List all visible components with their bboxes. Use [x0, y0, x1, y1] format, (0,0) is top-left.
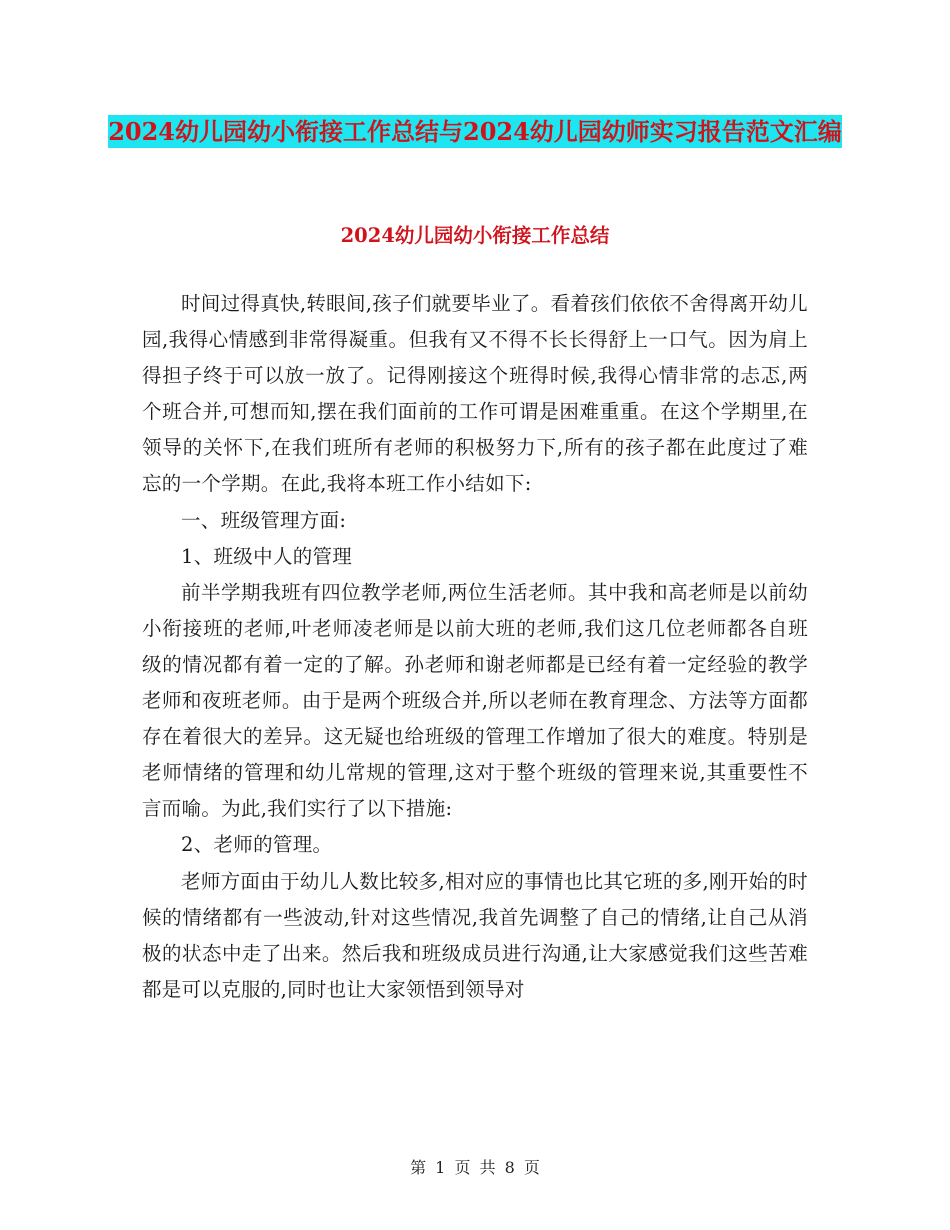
paragraph: 老师方面由于幼儿人数比较多,相对应的事情也比其它班的多,刚开始的时候的情绪都有一些波动,针对这些情况,我首先调整了自己的情绪,让自己从消极的状态中走了出来。然后我和班级成员进行沟通,让大家感觉我们这些苦难都是可以克服的,同时也让大家领悟到领导对 [142, 869, 808, 1001]
document-body [142, 286, 808, 1008]
section-heading: 2024幼儿园幼小衔接工作总结 [340, 224, 610, 247]
paragraph: 一、班级管理方面: [181, 508, 347, 532]
document-title [100, 110, 850, 154]
document-title-text: 2024幼儿园幼小衔接工作总结与2024幼儿园幼师实习报告范文汇编 [108, 117, 842, 146]
page-number-footer: 第 1 页 共 8 页 [410, 1158, 540, 1177]
paragraph: 2、老师的管理。 [181, 833, 333, 857]
paragraph: 前半学期我班有四位教学老师,两位生活老师。其中我和高老师是以前幼小衔接班的老师,叶老师凌老师是以前大班的老师,我们这几位老师都各自班级的情况都有着一定的了解。孙老师和谢老师都是已经有着一定经验的教学老师和夜班老师。由于是两个班级合并,所以老师在教育理念、方法等方面都存在着很大的差异。这无疑也给班级的管理工作增加了很大的难度。特别是老师情绪的管理和幼儿常规的管理,这对于整个班级的管理来说,其重要性不言而喻。为此,我们实行了以下措施: [142, 580, 808, 821]
paragraph: 时间过得真快,转眼间,孩子们就要毕业了。看着孩们依依不舍得离开幼儿园,我得心情感到非常得凝重。但我有又不得不长长得舒上一口气。因为肩上得担子终于可以放一放了。记得刚接这个班得时候,我得心情非常的忐忑,两个班合并,可想而知,摆在我们面前的工作可谓是困难重重。在这个学期里,在领导的关怀下,在我们班所有老师的积极努力下,所有的孩子都在此度过了难忘的一个学期。在此,我将本班工作小结如下: [142, 292, 808, 496]
paragraph: 1、班级中人的管理 [181, 544, 353, 568]
